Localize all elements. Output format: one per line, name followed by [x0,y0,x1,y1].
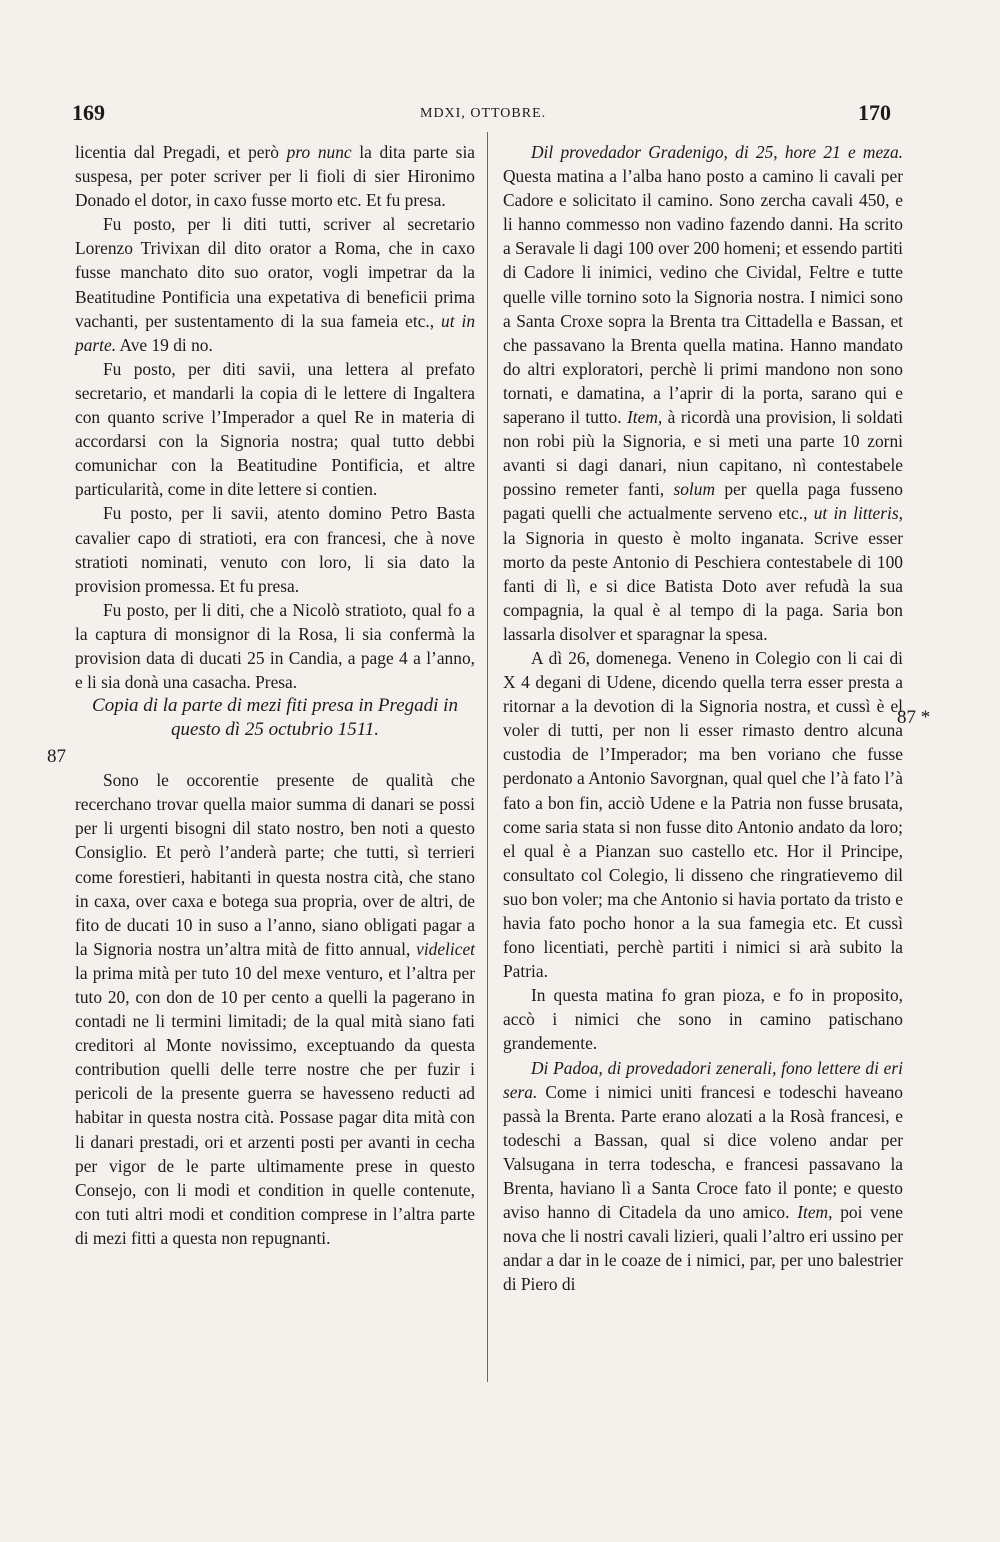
margin-note-right: 87 * [897,707,931,728]
paragraph: In questa matina fo gran pioza, e fo in proposito, accò i nimici che sono in camino patischano grandemente. [503,985,903,1054]
paragraph: Di Padoa, di provedadori zenerali, fono lettere di eri sera. Come i nimici uniti francesi e todeschi haveano passà la Brenta. Parte erano alozati a la Rosà francesi, e todeschi a Bassan, qual si dice voleno andar per Valsugana in terra todescha, e francesi passavano la Brenta, haviano lì a Santa Croce fato il ponte; e questo aviso hanno di Citadela da uno amico. Item, poi vene nova che li nostri cavali lizieri, quali l’altro eri ussino per andar a dar in le coaze de i nimici, par, per uno balestrier di Piero di [503,1057,903,1295]
page-number-left: 169 [72,100,105,125]
page-header [0,100,1000,136]
paragraph: Fu posto, per li diti tutti, scriver al secretario Lorenzo Trivixan dil dito orator a Roma, che in caxo fusse manchato dito suo orator, vogli impetrar da la Beatitudine Pontificia una expetativa di beneficii prima vachanti, per sustentamento di la sua fameia etc., ut in parte. Ave 19 di no. [75,214,476,355]
paragraph: Dil provedador Gradenigo, di 25, hore 21 e meza. Questa matina a l’alba hano posto a camino li cavali per Cadore e solicitato il camino. Sono zercha cavali 450, e li hanno commesso non vadino fazendo danni. Ha scrito a Seravale li dagi 100 over 200 homeni; et essendo partiti di Cadore li inimici, vedino che Cividal, Feltre e tutte quelle ville tornino soto la Signoria nostra. I nimici sono a Santa Croxe sopra la Brenta tra Cittadella e Bassan, et che passavano la Brenta quella matina. Hanno mandato do altri exploratori, perchè li primi mandono non sono tornati, e damatina, a l’aprir di la porta, sarano qui e saperano il tutto. Item, à ricordà una provision, li soldati non robi più la Signoria, e si meti una parte 10 zorni avanti si dagi danari, niun capitano, nì contestabele possino remeter fanti, solum per quella paga fusseno pagati quelli che actualmente serveno etc., ut in litteris, la Signoria in questo è molto inganata. Scrive esser morto da peste Antonio di Peschiera contestabele di 100 fanti di lì, e si dice Batista Doto aver refudà la sua compagnia, la qual è al tempo di la paga. Saria bon lassarla disolver et sparagnar la spesa. [503,142,903,644]
running-head: MDXI, OTTOBRE. [420,106,547,121]
right-column [503,140,903,1297]
paragraph: Fu posto, per li diti, che a Nicolò stratioto, qual fo a la captura di monsignor di la Rosa, li sia confermà la provision data di ducati 25 in Candia, a page 4 a l’anno, e li sia donà una casacha. Presa. [75,599,475,693]
paragraph: Fu posto, per li savii, atento domino Petro Basta cavalier capo di stratioti, era con francesi, che à nove stratioti nominati, venuto con loro, li sia dato la provision promessa. Et fu presa. [75,503,475,596]
left-column [75,140,475,1250]
paragraph: licentia dal Pregadi, et però pro nunc la dita parte sia suspesa, per poter scriver per li fioli di sier Hironimo Donado el dotor, in caxo fusse morto etc. Et fu presa. [75,142,475,211]
column-divider [487,132,488,1382]
paragraph: Sono le occorentie presente de qualità che recerchano trovar quella maior summa di danari se possi per li urgenti bisogni dil stato nostro, ben noti a questo Consiglio. Et però l’anderà parte; che tutti, sì terrieri come forestieri, habitanti in questa nostra cità, che stano in caxa, over caxa e botega sua propria, over de altri, de fito de ducati 10 in suso a l’anno, siano obligati pagar a la Signoria nostra un’altra mità de fitto annual, videlicet la prima mità per tuto 10 del mexe venturo, et l’altra per tuto 20, con don de 10 per cento a quelli la pagerano in contadi ne li termini limitadi; de la qual mità siano fati creditori al Monte novissimo, exceptuando da questa contribution quelli delle terre nostre che per fuzir i pericoli de la presente guerra se havesseno reducti ad habitar in questa nostra cità. Possase pagar dita mità con li danari prestadi, ori et arzenti posti per avanti in cecha per vigor de le parte ultimamente prese in questo Consejo, con li modi et condition in quelle contenute, con tuti altri modi et condition comprese in l’altra parte di mezi fitti a questa non repugnanti. [75,770,475,1248]
paragraph: A dì 26, domenega. Veneno in Colegio con li cai di X 4 degani di Udene, dicendo quella terra esser presta a ritornar a la devotion di la Signoria nostra, et cussì è el voler di tutti, per non li esser rimasto dentro alcuna custodia de l’Imperador; ma ben voriano che fusse perdonato a Antonio Savorgnan, qual quel che l’à fato l’à fato a bon fin, acciò Udene e la Patria non fusse brusata, come saria stata si non fusse dito Antonio andato da loro; el qual è a Pianzan suo castello etc. Hor il Principe, consultato col Colegio, li disseno che ringratievemo dil suo bon voler; ma che Antonio si havia portato da tristo e havia fato pocho honor a la sua famegia etc. Et cussì fono licentiati, perchè partiti i nimici si arà subito la Patria. [503,647,903,982]
section-heading: Copia di la parte di mezi fiti presa in Pregadi in questo dì 25 octubrio 1511. [92,695,458,741]
margin-note-left: 87 [47,746,66,767]
paragraph: Fu posto, per diti savii, una lettera al prefato secretario, et mandarli la copia di le lettere di Ingaltera con quanto scrive l’Imperador a quel Re in materia di accordarsi con la Signoria nostra; qual tutto debbi comunichar con la Beatitudine Pontificia, et altre particularità, come in dite lettere si contien. [75,358,475,500]
page-number-right: 170 [858,100,891,125]
